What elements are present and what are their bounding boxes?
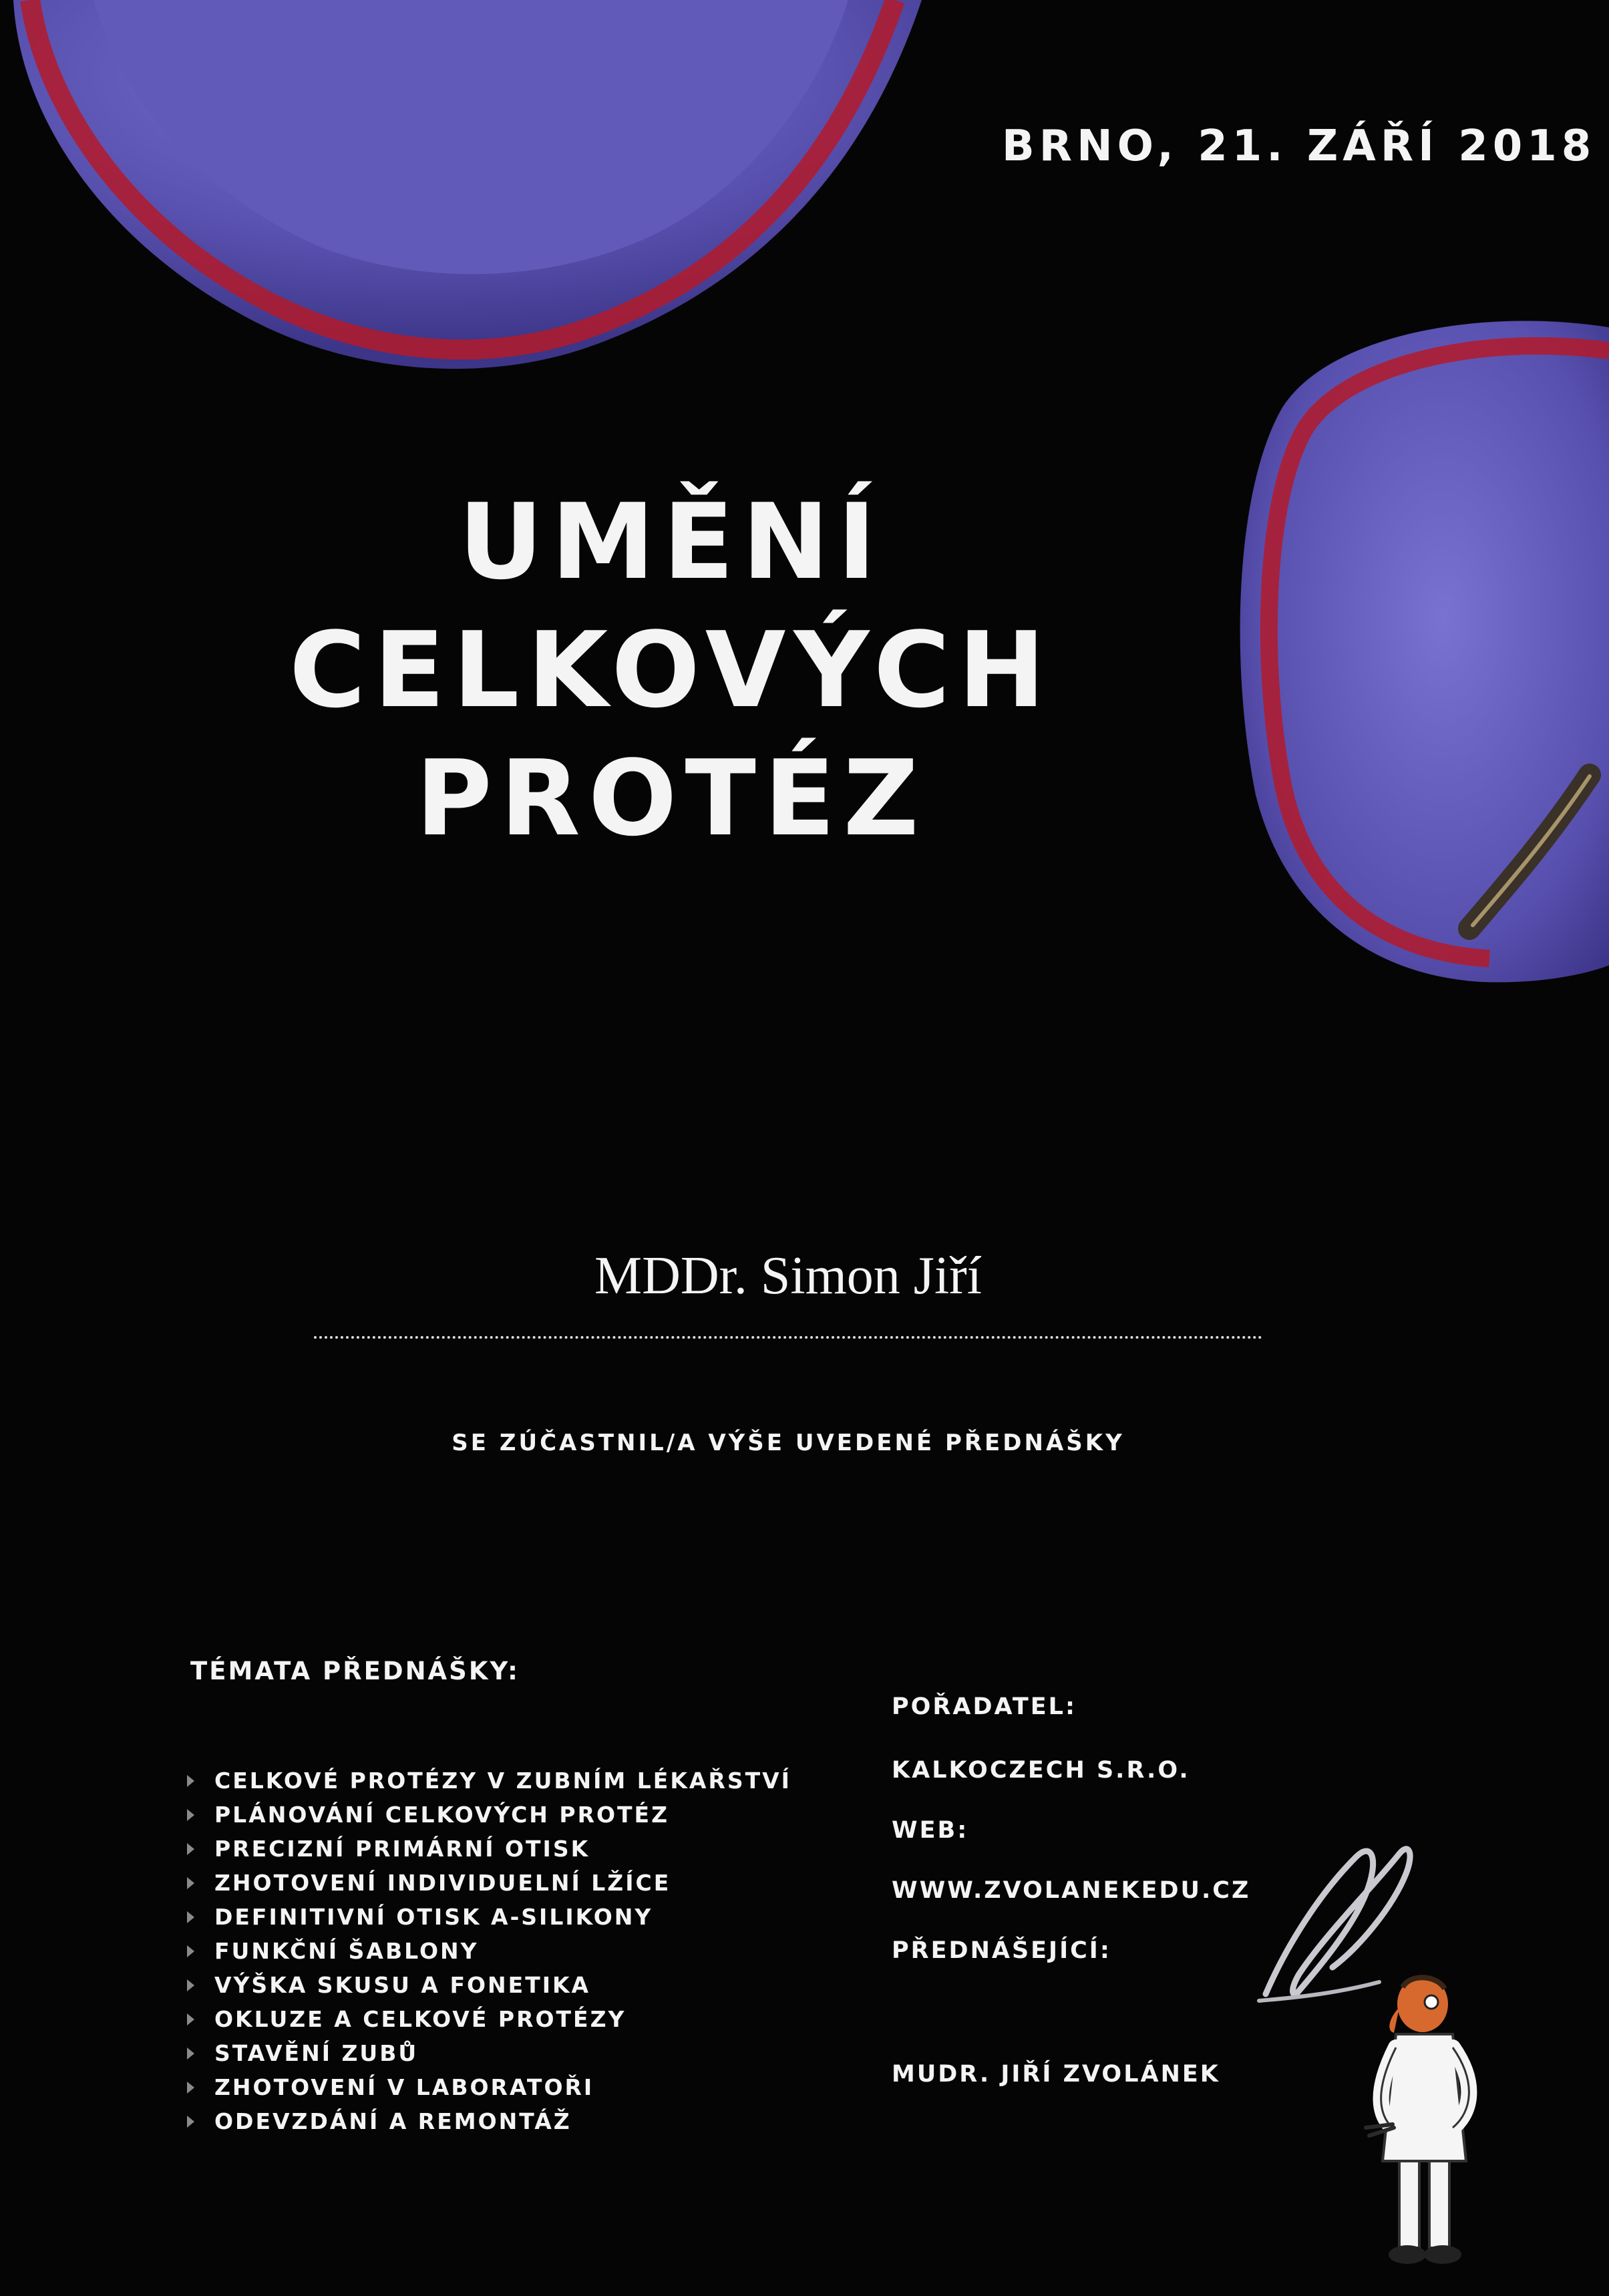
list-item <box>187 1968 791 2002</box>
topics-heading: TÉMATA PŘEDNÁŠKY: <box>190 1657 520 1685</box>
participant-name: MDDr. Simon Jiří <box>594 1247 982 1305</box>
list-item <box>187 1832 791 1866</box>
bullet-icon <box>187 2047 194 2060</box>
list-item <box>187 1934 791 1968</box>
event-date: BRNO, 21. ZÁŘÍ 2018 <box>1002 122 1596 171</box>
dotted-line <box>314 1336 1262 1339</box>
topic-label: PRECIZNÍ PRIMÁRNÍ OTISK <box>214 1836 590 1862</box>
certificate-title <box>200 478 1142 862</box>
list-item <box>187 2036 791 2070</box>
bullet-icon <box>187 1877 194 1889</box>
topic-label: FUNKČNÍ ŠABLONY <box>214 1938 479 1964</box>
organizer-label: POŘADATEL: <box>892 1693 1077 1720</box>
bullet-icon <box>187 1945 194 1957</box>
dentist-cartoon-image <box>1353 1967 1496 2275</box>
organizer-name: KALKOCZECH S.R.O. <box>892 1757 1190 1784</box>
topic-label: DEFINITIVNÍ OTISK A-SILIKONY <box>214 1904 653 1930</box>
topic-label: ZHOTOVENÍ INDIVIDUELNÍ LŽÍCE <box>214 1870 671 1896</box>
bullet-icon <box>187 1979 194 1991</box>
lecturer-name: MUDR. JIŘÍ ZVOLÁNEK <box>892 2061 1220 2088</box>
title-line: UMĚNÍ <box>458 481 884 603</box>
bullet-icon <box>187 1809 194 1821</box>
lecturer-label: PŘEDNÁŠEJÍCÍ: <box>892 1937 1111 1964</box>
list-item <box>187 2070 791 2104</box>
list-item <box>187 2104 791 2138</box>
bullet-icon <box>187 1775 194 1787</box>
web-label: WEB: <box>892 1817 969 1844</box>
list-item <box>187 1764 791 1798</box>
topic-label: CELKOVÉ PROTÉZY V ZUBNÍM LÉKAŘSTVÍ <box>214 1768 791 1794</box>
bullet-icon <box>187 2082 194 2094</box>
attendance-text: SE ZÚČASTNIL/A VÝŠE UVEDENÉ PŘEDNÁŠKY <box>452 1430 1125 1456</box>
bullet-icon <box>187 2116 194 2128</box>
topic-label: OKLUZE A CELKOVÉ PROTÉZY <box>214 2006 627 2032</box>
web-url: WWW.ZVOLANEKEDU.CZ <box>892 1877 1251 1904</box>
bullet-icon <box>187 2013 194 2025</box>
topic-label: PLÁNOVÁNÍ CELKOVÝCH PROTÉZ <box>214 1802 670 1828</box>
topic-label: VÝŠKA SKUSU A FONETIKA <box>214 1972 591 1998</box>
topic-label: ODEVZDÁNÍ A REMONTÁŽ <box>214 2108 572 2134</box>
topic-label: ZHOTOVENÍ V LABORATOŘI <box>214 2074 594 2100</box>
title-line: CELKOVÝCH <box>289 609 1053 731</box>
title-line: PROTÉZ <box>415 737 927 859</box>
topic-label: STAVĚNÍ ZUBŮ <box>214 2040 419 2066</box>
bullet-icon <box>187 1843 194 1855</box>
dental-impression-image-top <box>0 0 948 414</box>
list-item <box>187 2002 791 2036</box>
list-item <box>187 1900 791 1934</box>
list-item <box>187 1866 791 1900</box>
dental-impression-image-right <box>1229 314 1609 989</box>
topics-list <box>187 1764 791 2138</box>
list-item <box>187 1798 791 1832</box>
bullet-icon <box>187 1911 194 1923</box>
